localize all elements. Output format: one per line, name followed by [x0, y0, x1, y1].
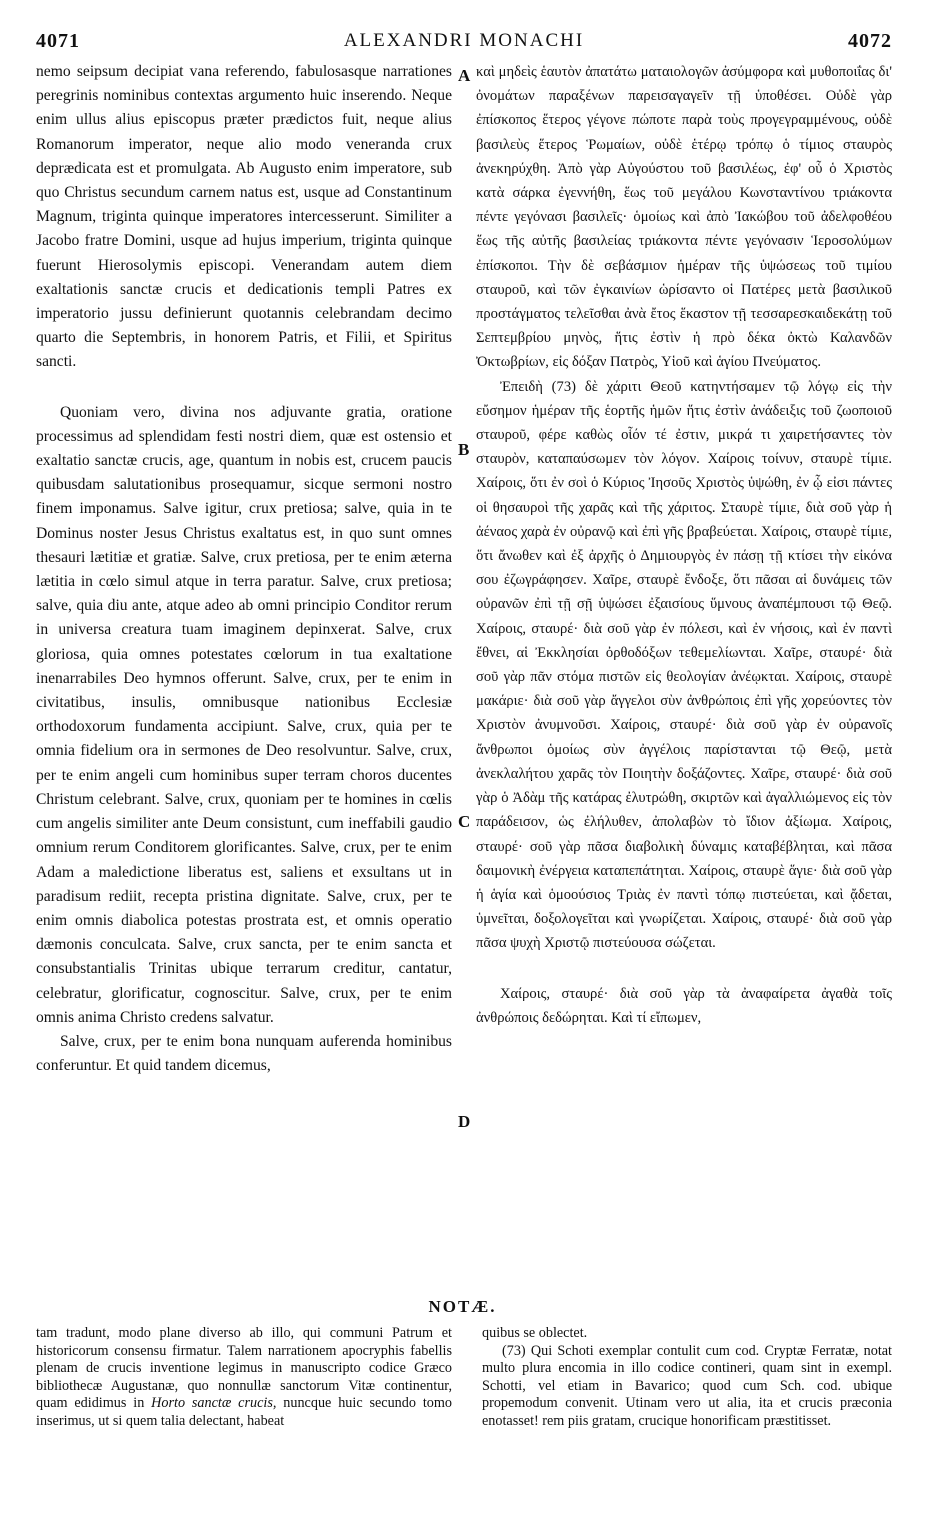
greek-paragraph-2: Ἐπειδὴ (73) δὲ χάριτι Θεοῦ κατηντήσαμεν τῷ λόγῳ εἰς τὴν εὔσημον ἡμέραν τῆς ἑορτῆς ἡμῶν ἥτις ἐστὶν ἀνάδειξις τοῦ ζωοποιοῦ σταυροῦ, φέρε καθὼς οἷόν τέ ἐστιν, μικρά τι χαιρετήσαντες τὸν σταυρὸν, καταπαύσωμεν τὸν λόγον. Χαίροις τοίνυν, σταυρὲ τίμιε. Χαίροις, ὅτι ἐν σοὶ ὁ Κύριος Ἰησοῦς Χριστὸς ὑψώθη, ἐν ᾧ εἰσι πάντες οἱ θησαυροὶ τῆς χαρᾶς καὶ τῆς χάριτος. Σταυρὲ τίμιε, διὰ σοῦ γὰρ ἡ ἀέναος χαρὰ ἐν οὐρανῷ καὶ ἐπὶ γῆς βραβεύεται. Χαίροις, σταυρὲ τίμιε, ὅτι ἄνωθεν καὶ ἐξ ἀρχῆς ὁ Δημιουργὸς ἐν πάσῃ τῇ κτίσει τὴν εἰκόνα σου ἐζωγράφησεν. Χαῖρε, σταυρὲ ἔνδοξε, ὅτι πᾶσαι αἱ δυνάμεις τῶν οὐρανῶν ἐπὶ τῇ σῇ ὑψώσει ἐξαισίους ὕμνους ἀναπέμπουσι τῷ Θεῷ. Χαίροις, σταυρέ· διὰ σοῦ γὰρ ἐν πόλεσι, καὶ ἐν νήσοις, καὶ ἐν παντὶ ἔθνει, αἱ Ἐκκλησίαι ὀρθοδόξων τεθεμελίωνται. Χαῖρε, σταυρέ· διὰ σοῦ γὰρ πᾶν στόμα πιστῶν εἰς θεολογίαν ἀνέῳκται. Χαίροις, σταυρὲ μακάριε· διὰ σοῦ γὰρ ἄγγελοι σὺν ἀνθρώποις ἐπὶ γῆς χορεύοντες τὸν Χριστὸν ἀνυμνοῦσι. Χαίροις, σταυρέ· διὰ σοῦ γὰρ ἐν οὐρανοῖς ἄνθρωποι ὁμοίως σὺν ἀγγέλοις παρίστανται τῷ Θεῷ, μετὰ ἀνεκλαλήτου χαρᾶς τὸν Ποιητὴν δοξάζοντες. Χαῖρε, σταυρέ· διὰ σοῦ γὰρ ὁ Ἀδὰμ τῆς κατάρας ἐλυτρώθη, σκιρτῶν καὶ ἀγαλλιώμενος εἰς τὸν παράδεισον, ὡς ἐλήλυθεν, ἀπολαβὼν τὸ ἴδιον ἀξίωμα. Χαίροις, σταυρέ· σοῦ γὰρ πᾶσα διαβολικὴ δύναμις καταβέβληται, καὶ πᾶσα δαιμονικὴ ἐνέργεια καταπεπάτηται. Χαίροις, σταυρὲ ἅγιε· διὰ σοῦ γὰρ ἡ ἁγία καὶ ὁμοούσιος Τριὰς ἐν παντὶ τόπῳ πιστεύεται, καὶ ᾄδεται, ὑμνεῖται, δοξολογεῖται καὶ γνωρίζεται. Χαίροις, σταυρέ· διὰ σοῦ γὰρ πᾶσα ψυχὴ Χριστῷ πιστεύουσα σώζεται. [476, 378, 892, 952]
latin-paragraph-2: Quoniam vero, divina nos adjuvante gratia, oratione processimus ad splendidam festi nostri diem, quæ est ostensio et exaltatio sanctæ crucis, age, quantum in nobis est, crucem paucis quibusdam salutationibus prosequamur, sicque sermoni nostro finem imponamus. Salve igitur, crux pretiosa; salve, quia in te Dominus noster Jesus Christus exaltatus est, in quo sunt omnes thesauri lætitiæ et gratiæ. Salve, crux pretiosa, per te enim æterna lætitia in cœlo simul atque in terra paratur. Salve, crux pretiosa; salve, quia diu ante, atque adeo ab omni principio Conditor rerum in universa creatura tuam imaginem depinxerat. Salve, crux gloriosa, quia omnes potestates cœlorum in tua exaltatione inenarrabiles Deo hymnos offerunt. Salve, crux, per te enim in civitatibus, insulis, omnibusque nationibus Ecclesiæ orthodoxorum fundamenta accipiunt. Salve, crux, quia per te omnia fidelium ora in sermones de Deo resolvuntur. Salve, crux, per te enim angeli cum hominibus super terram choros ducentes Christum celebrant. Salve, crux, quoniam per te homines in cœlis cum angelis similiter ante Deum consistunt, cum ineffabili gaudio omnium rerum Conditorem glorificantes. Salve, crux, per te enim Adam a maledictione liberatus est, saliens et exsultans ut in paradisum rediit, recepta pristina dignitate. Salve, crux, per te enim omnis diabolica potestas prostrata est, et omnis operatio dæmonis conculcata. Salve, crux sancta, per te enim sancta et consubstantialis Trinitas ubique terrarum creditur, cantatur, celebratur, glorificatur, cognoscitur. Salve, crux, per te enim omnis anima Christo credens salvatur. [36, 403, 452, 1026]
page-header [36, 30, 892, 56]
page-number-left: 4071 [36, 30, 80, 52]
note-text-left-end: nuncque huic secundo tomo inserimus, ut si quem talia delectant, habeat [36, 1395, 452, 1429]
notes-left-column [36, 1325, 452, 1431]
note-italic-title: Horto sanctæ crucis, [151, 1395, 277, 1412]
notes-title: NOTÆ. [428, 1297, 497, 1316]
latin-column [36, 60, 452, 1078]
note-73: (73) Qui Schoti exemplar contulit cum cod. Cryptæ Ferratæ, notat multo plura encomia in illo codice contineri, quam sint in exempl. Schotti, vel etiam in Bavarico; quod cum Sch. cod. ubique propemodum convenit. Utinam vero ut alia, ita et crucis præconia enotasset! rem piis gratam, crucique honorificam præstitisset. [482, 1342, 892, 1429]
page-number-right: 4072 [848, 30, 892, 52]
note-text-left: tam tradunt, modo plane diverso ab illo, qui communi Patrum et historicorum consensu firmatur. Talem narrationem apocryphis fabellis plenam de crucis inventione legimus in manuscripto codice Græco bibliothecæ Augustanæ, quo nonnullæ sanctorum Vitæ continentur, quam edidimus in [36, 1325, 452, 1412]
margin-marker-c: C [458, 812, 471, 831]
latin-paragraph-1: nemo seipsum decipiat vana referendo, fabulosasque narrationes peregrinis nominibus contextas argumento huic inserendo. Neque enim ullus alius episcopus præter prædictos fuit, neque alius Romanorum imperator, neque alio modo veneranda crux deprædicata est et promulgata. Ab Augusto enim imperatore, sub quo Christus secundum carnem natus est, usque ad Constantinum Magnum, triginta quinque imperatores intercesserunt. Similiter a Jacobo fratre Domini, usque ad hujus imperium, triginta quinque fuerunt Hierosolymis episcopi. Venerandam autem diem exaltationis sanctæ crucis et dedicationis templi Patres ex imperatorio jussu definierunt quotannis celebrandam decimo quarto die Septembris, in honorem Patris, et Filii, et Spiritus sancti. [36, 63, 452, 371]
running-title: ALEXANDRI MONACHI [343, 30, 585, 51]
margin-marker-b: B [458, 440, 470, 459]
greek-paragraph-3: Χαίροις, σταυρέ· διὰ σοῦ γὰρ τὰ ἀναφαίρετα ἀγαθὰ τοῖς ἀνθρώποις δεδώρηται. Καὶ τί εἴπωμεν, [476, 985, 892, 1026]
margin-marker-d: D [458, 1112, 471, 1131]
notes-right-column [482, 1325, 892, 1431]
note-continuation: quibus se oblectet. [482, 1325, 588, 1341]
greek-paragraph-1: καὶ μηδεὶς ἑαυτὸν ἀπατάτω ματαιολογῶν ἀσύμφορα καὶ μυθοποιΐας δι' ὀνομάτων παραξένων παρεισαγαγεῖν τῇ ὑποθέσει. Οὐδὲ γὰρ ἐπίσκοπος ἕτερος γέγονε πώποτε παρὰ τοὺς προγεγραμμένους, οὐδὲ βασιλεὺς ἕτερος Ῥωμαίων, οὐδὲ ἑτέρῳ τρόπῳ ὁ τίμιος σταυρὸς ἀνεκηρύχθη. Ἀπὸ γὰρ Αὐγούστου τοῦ βασιλέως, ἐφ' οὗ ὁ Χριστὸς κατὰ σάρκα ἐγεννήθη, ἕως τοῦ μεγάλου Κωνσταντίνου τριάκοντα πέντε γεγόνασι βασιλεῖς· ὁμοίως καὶ ἀπὸ Ἰακώβου τοῦ ἀδελφοθέου ἕως τῆς αὐτῆς βασιλείας τριάκοντα πέντε γεγόνασιν Ἱεροσολύμων ἐπίσκοποι. Τὴν δὲ σεβάσμιον ἡμέραν τῆς ὑψώσεως τοῦ τιμίου σταυροῦ, καὶ τῶν ἐγκαινίων ὡρίσαντο οἱ Πατέρες μετὰ βασιλικοῦ προστάγματος τελεῖσθαι ἀνὰ ἔτος ἕκαστον τῇ τεσσαρεσκαιδεκάτῃ τοῦ Σεπτεμβρίου μηνὸς, ἥτις ἐστὶν ἡ πρὸ δέκα ὀκτὼ Καλανδῶν Ὀκτωβρίων, εἰς δόξαν Πατρὸς, Υἱοῦ καὶ ἁγίου Πνεύματος. [476, 64, 892, 371]
latin-paragraph-3: Salve, crux, per te enim bona nunquam auferenda hominibus conferuntur. Et quid tandem dicemus, [36, 1032, 452, 1075]
greek-column [476, 60, 892, 1030]
margin-marker-a: A [458, 66, 471, 85]
